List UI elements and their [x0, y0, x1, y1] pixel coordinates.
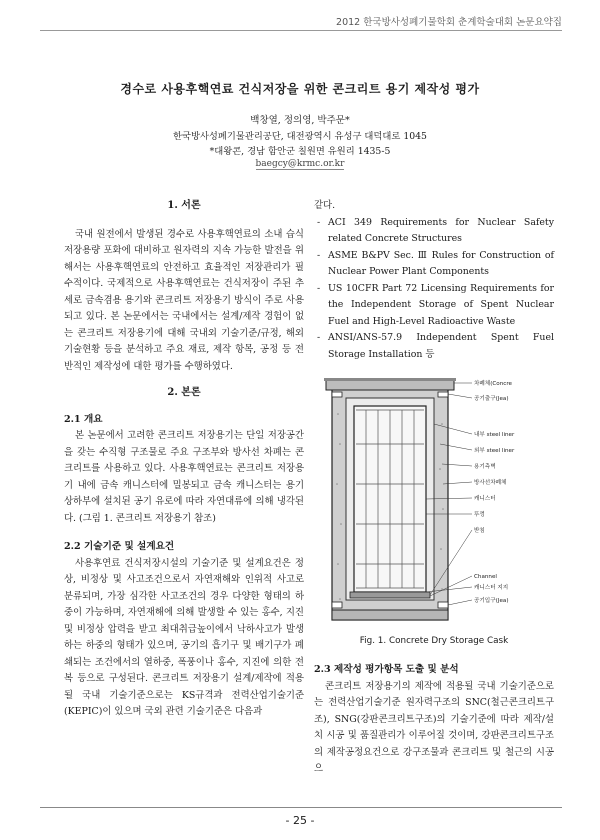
section-continued-text: 같다.	[314, 200, 336, 211]
author-email[interactable]	[0, 159, 600, 169]
requirement-item: - US 10CFR Part 72 Licensing Requirements for the Independent Storage of Spent Nuclear Fuel and High-Level Radioactive Waste	[314, 281, 554, 331]
figure-label: 받침	[474, 528, 485, 534]
figure-label: 차폐체(Concre	[474, 381, 512, 387]
figure-caption: Fig. 1. Concrete Dry Storage Cask	[359, 636, 509, 646]
requirement-item: - ANSI/ANS-57.9 Independent Spent Fuel Storage Installation 등	[314, 330, 554, 363]
subsection-2-3-body: 콘크리트 저장용기의 제작에 적용될 국내 기술기준으로는 전력산업기술기준 원자력구조의 SNC(철근콘크리트구조), SNG(강판콘크리트구조)의 기술기준에 따라 제작/설치 시공 및 품질관리가 이루어질 것이며, 강판콘크리트구조의 제작공정요건으로 강구조물과 콘크리트 및 철근의 시공으	[314, 680, 554, 774]
author-email-text[interactable]: baegcy@krmc.or.kr	[255, 159, 345, 169]
affiliation-secondary: *대왕콘, 경남 함안군 칠원면 유원리 1435-5	[209, 146, 391, 157]
requirement-item: - ACI 349 Requirements for Nuclear Safety related Concrete Structures	[314, 215, 554, 248]
figure-label: 외부 steel liner	[474, 448, 515, 454]
section-main-title: 2. 본론	[167, 387, 201, 398]
figure-label: Channel	[474, 574, 497, 580]
subsection-2-3-title: 2.3 제작성 평가항목 도출 및 분석	[314, 664, 459, 675]
cask-base	[332, 610, 448, 620]
conference-header: 2012 한국방사성폐기물학회 춘계학술대회 논문요약집	[336, 17, 562, 28]
figure-labels	[474, 379, 515, 604]
lid-top	[324, 378, 456, 381]
air-inlet-right	[438, 602, 448, 608]
figure-label: 캐니스터	[474, 496, 496, 502]
cask-lid	[326, 380, 454, 390]
affiliation-primary: 한국방사성폐기물관리공단, 대전광역시 유성구 대덕대로 1045	[173, 131, 427, 142]
figure-label: 공기출구(Jea)	[474, 396, 509, 402]
right-column-lower	[314, 662, 554, 778]
requirement-item: - ASME B&PV Sec. Ⅲ Rules for Construction of Nuclear Power Plant Components	[314, 248, 554, 281]
paper-title: 경수로 사용후핵연료 건식저장을 위한 콘크리트 용기 제작성 평가	[120, 82, 480, 96]
requirements-list	[314, 215, 554, 364]
section-intro-title: 1. 서론	[167, 200, 201, 211]
header-divider	[40, 30, 562, 31]
figure-label: 용기측벽	[474, 464, 496, 470]
figure-label: 공기입구(Jea)	[474, 598, 509, 604]
canister-support	[350, 592, 430, 598]
air-outlet-right	[438, 392, 448, 397]
footer-divider	[40, 807, 562, 808]
page-number: - 25 -	[285, 814, 315, 827]
figure-label: 뚜껑	[474, 512, 485, 518]
subsection-2-1-body: 본 논문에서 고려한 콘크리트 저장용기는 단일 저장공간을 갖는 수직형 구조물로 주요 구조부와 방사선 차폐는 콘크리트를 사용하고 있다. 사용후핵연료는 콘크리트 저장용기 내에 금속 캐니스터에 밀봉되고 금속 캐니스터는 용기 상하부에 설치된 공기 유로에 따라 자연대류에 의해 냉각된다. (그림 1. 콘크리트 저장용기 참조)	[64, 430, 304, 524]
subsection-2-1-title: 2.1 개요	[64, 413, 103, 425]
subsection-2-2-body: 사용후연료 건식저장시설의 기술기준 및 설계요건은 정상, 비정상 및 사고조건으로서 자연재해와 인위적 사고로 분류되며, 가장 심각한 사고조건의 경우 다양한 형태의 하중이 가능하며, 자연재해에 의해 발생할 수 있는 홍수, 지진 및 비정상 압력을 받고 최대취급높이에서 낙하사고가 발생하는 하중의 형태가 있으며, 공기의 흡기구 및 배기구가 폐쇄되는 조건에서의 열하중, 폭풍이나 홍수, 지진에 의한 전복 등으로 구성된다. 콘크리트 저장용기 설계/제작에 적용될 국내 기술기준으로는 KS규격과 전력산업기술기준(KEPIC)이 있으며 국외 관련 기술기준은 다음과	[64, 557, 304, 717]
cask-figure	[322, 374, 550, 630]
figure-label: 캐니스터 지지	[474, 585, 509, 591]
section-intro-body: 국내 원전에서 발생된 경수로 사용후핵연료의 소내 습식저장용량 포화에 대비하고 원자력의 지속 가능한 발전을 위해서는 사용후핵연료의 안전하고 효율적인 저장관리가 필수적이다. 국제적으로 사용후핵연료는 건식저장이 주된 추세로 금속겸용 용기와 콘크리트 저장용기 방식이 주로 사용되고 있다. 본 논문에서는 국내에서는 설계/제작 경험이 없는 콘크리트 저장용기에 대해 국내외 기술기준/규정, 해외 기술현황 등을 분석하고 주요 재료, 제작 항목, 공정 등 전반적인 제작성에 대한 평가를 수행하였다.	[64, 228, 304, 372]
paper-authors: 백창열, 정의영, 박주문*	[250, 115, 350, 126]
left-column	[64, 198, 304, 721]
subsection-2-2-title: 2.2 기술기준 및 설계요건	[64, 541, 175, 552]
figure-label: 내부 steel liner	[474, 432, 515, 438]
air-inlet-left	[332, 602, 342, 608]
right-column	[314, 198, 554, 363]
figure-label: 방사선차폐체	[474, 480, 507, 486]
fuel-basket	[356, 410, 424, 588]
air-outlet-left	[332, 392, 342, 397]
